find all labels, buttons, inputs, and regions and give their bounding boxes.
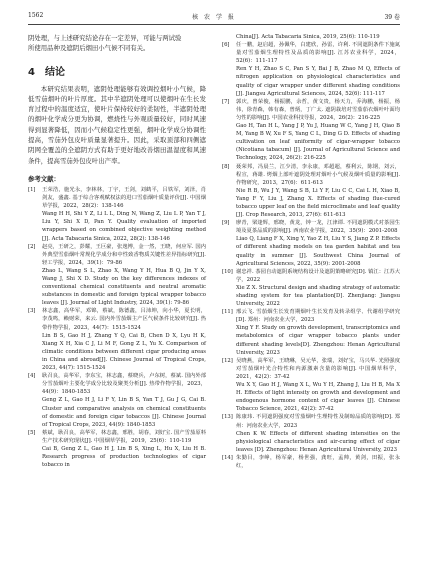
section-number: 4 (28, 66, 35, 78)
reference-entry: Gao H, Tan H L, Yang J P, Yu J, Huang W C, Yang J H, Qiao B M, Yang B W, Xu F S, Yang C L, Ding G D. Effects of shading cultivation on leaf uniformity of cigar-wrapper tobacco (Nicotiana tabacum) [J]. Journal of Agricultural Science and Technology, 2024, 26(2): 216-225 (236, 123, 400, 162)
conclusion-paragraph: 本研究结果表明，遮阴处理能够有效调控烟叶小气候，降低雪茄烟叶的叶片厚度。其中半遮阴处理可以使烟叶在生长发育过程中的温度适宜，使叶片保持较好的柔韧性，半遮阴处理的烟叶化学成分更为协调，燃烧性与外观质量较好，同时风速得到显著降低，因而小气候稳定性更强，烟叶化学成分协调性提高，雪茄外包皮叶质量显著提升。因此，采取顶部和四侧遮阴网全覆盖的全遮阴方式有助于更好地改善烟田温湿度和风速条件，提高雪茄外包皮叶出产率。 (28, 84, 206, 165)
reference-entry: Ren Y H, Zhao S C, Pan S Y, Bai J B, Zhao M Q, Effects of nitrogen application on physiological characteristics and quality of cigar wrapper under different shading conditions [J]. Jiangsu Agricultural Sciences, 2024, 52(6): 111-117 (236, 66, 400, 97)
reference-entry: [13] 陈康玮. 不同遮阴强度对雪茄烟叶生理特性及制晾品质的影响[D]. 郑州：河南农业大学，2023 (222, 414, 400, 429)
reference-entry: Lin B S, Gao H J, Zhang Y Q, Cai B, Chen D X, Lyu H K, Xiang X H, Xia C J, Li M F, Gong Z L, Yu X. Comparison of climatic conditions between different cigar producing areas in China and abroad[J]. Chinese Journal of Tropical Crops, 2023, 44(7): 1515-1524 (42, 332, 206, 372)
reference-entry: [8] 聂荣邦，冯晨兰，江少清，李永康，邓超超，蔡利云，陈钢，刘云，程宣，蒋雄. 烤烟上部叶遮阴处理对烟叶小气候及烟叶质量的影响[J]. 作物研究，2013，27(6)：611-613 (222, 163, 400, 186)
section-title: 结论 (44, 66, 65, 78)
reference-entry: [12] 吴晓燕，高华军，王晓琳，吴元华，张瑞，刘好宝，马兴华. 光照强度对雪茄烟叶光合特性和内源激素含量的影响[J]. 中国烟草科学，2021，42(2)：37-42 (222, 357, 400, 380)
reference-entry: Xie Z X. Structural design and shading strategy of automatic shading system for tea plantation[D]. Zhenjiang: Jiangsu University, 2022 (236, 284, 400, 308)
right-column (222, 33, 400, 470)
section-heading (28, 63, 206, 78)
reference-entry: [5] 蔡斌，耿召良，高华军，林志鑫，邢胜，胡春，刘好宝. 国产雪茄原料生产技术研究现状[J]. 中国烟草学报，2019，25(6)：110-119 (28, 429, 206, 444)
left-column (28, 33, 206, 469)
reference-entry: Wang H H, Shi Y Z, Li L L, Ding N, Wang Z, Liu L P, Yan T J, Liu Y, Shi X D, Pan Y. Quality evaluation of imported wrappers based on combined objective weighting method [J]. Acta Tabacaria Sinica, 2022, 28(2): 138-146 (42, 211, 206, 242)
reference-entry: Xing Y F. Study on growth development, transcriptomics and metabolomics of cigar wrapper tobacco plants under different shading levels[D]. Zhengzhou: Henan Agricultural University, 2023 (236, 325, 400, 356)
reference-entry: [11] 邢云飞. 雪茄烟生长发育期烟叶生长发育及转录组学、代谢组学研究[D]. 郑州：河南农业大学，2023 (222, 309, 400, 324)
references-title: 参考文献： (28, 174, 60, 183)
reference-entry: [9] 廖青，梁逢辉，邢晓，黄龙，钟一龙，江津谭. 不同遮阴模式对茶园生境及夏茶品质的影响[J]. 西南农业学报，2022，35(9)：2001-2008 (222, 220, 400, 235)
page-number: 1562 (28, 12, 44, 19)
reference-entry: [4] 耿召良，高华军，李东宝，林志鑫，蔡晓兵，卢东树，蔡斌. 国内外部分雪茄烟叶主要化学成分比较及聚类分析[J]. 热带作物学报，2023，44(9)：1840-1853 (28, 373, 206, 396)
reference-list-left (28, 186, 206, 469)
reference-entry: [2] 赵亮，王研之，彭耀，王巨豪，张逸博，金一然，王晓，何应军. 国内外典型雪茄烟叶常规化学成分和中性致香物质关键性差异指标研究[J]. 轻工学报，2024，39(1)：79-86 (28, 243, 206, 266)
reference-entry: [6] 任一鹏，赵启超，孙佩华，白建欣，孙雷，许利. 不同遮阴条件下施氮量对雪茄烟生理特性及品质的影响[J]. 江苏农业科学，2024，52(6)：111-117 (222, 42, 400, 65)
reference-entry: Chen K W. Effects of different shading intensities on the physiological characteristics and air-curing effect of cigar leaves [D]. Zhengzhou: Henan Agricultural University, 2023 (236, 430, 400, 453)
header-rule (28, 24, 400, 25)
reference-entry: [7] 郭庆，曾荣俊，杨振鹏，余哲，黄文贵，杨天力，乔海鹏，杨振，杨伟，徐青森，韩有森，曾炳，丁广太. 遮阴栽培对雪茄茄衣烟叶叶面均匀性的影响[J]. 中国农业科技导报，2024，26(2)：216-225 (222, 98, 400, 121)
reference-entry: [14] 朱勤目，李峥，杨军豪，杨世强，龚旺，孟帅，黄剑，田振，张永红， (222, 454, 400, 469)
reference-entry: [3] 林志鑫，高华军，邓锦，蔡斌，陈德鑫，吕沛坤，向小华，夏长明，李茂鸣，赖财荣，来云. 国内外雪茄烟主产区气候条件比较研究[J]. 热带作物学报，2023，44(7)：1515-1524 (28, 308, 206, 331)
volume-label: 39 卷 (384, 14, 400, 21)
reference-entry: Wu X Y, Gao H J, Wang X L, Wu Y H, Zhang J, Liu H B, Ma X H. Effects of light intensity on growth and development and endogenous hormone content of cigar leaves [J]. Chinese Tobacco Science, 2021, 42(2): 37-42 (236, 382, 400, 413)
reference-entry: Zhao L, Wang S L, Zhao X, Wang Y H, Hua B Q, Jin Y X, Wang J, Shi X D. Study on the key differences indexes of conventional chemical constituents and neutral aromatic substances in domestic and foreign typical wrapper tobacco leaves [J]. Journal of Light Industry, 2024, 39(1): 79-86 (42, 267, 206, 307)
reference-entry: Geng Z L, Gao H J, Li F Y, Lin B S, Yan T J, Gu J G, Cai B. Cluster and comparative analysis on chemical constituents of domestic and foreign cigar tobaccos [J]. Chinese Journal of Tropical Crops, 2023, 44(9): 1840-1853 (42, 397, 206, 428)
reference-entry: [1] 王荣浩，施光永，李林林，丁宇，王剑，刘鹤平，吕铁军，刘泽，肖剑友，盛鑫. 基于综合客观赋权法的进口雪茄烟叶质量评价[J]. 中国烟草学报，2022，28(2)：138-146 (28, 186, 206, 210)
journal-name: 核 农 学 报 (192, 14, 236, 21)
reference-entry: Nie R B, Wu J Y, Wang S B, Li Y F, Liu C C, Cai L H, Xiao B, Yang F Y, Liu J, Zhang X. Effects of shading flue-cured tobacco upper leaf on the field microclimate and leaf quality [J]. Crop Research, 2013, 27(6): 611-613 (236, 187, 400, 219)
discussion-tail-line-1: 阴处理，与上述研究结论存在一定差异，可能与两试验 (28, 34, 182, 42)
reference-continuation: China[J]. Acta Tabacaria Sinica, 2019, 25(6): 110-119 (236, 34, 380, 40)
reference-entry: [10] 谢忠祥. 茶园自动遮阴系统结构设计及遮阴策略研究[D]. 镇江：江苏大学，2022 (222, 268, 400, 283)
reference-entry: Liao Q, Liang F X, Xing Y, Yao Z H, Liu Y S, Jiang Z P. Effects of different shading models on tea garden habitat and tea quality in summer [J]. Southwest China Journal of Agricultural Sciences, 2022, 35(9): 2001-2008 (236, 236, 400, 267)
reference-entry: Cai B, Geng Z L, Gao H J, Lin B S, Xing L, Hu X, Liu H B. Research progress of production technologies of cigar tobacco in (42, 445, 206, 469)
discussion-tail-line-2: 所使用品种及遮阴后烟田小气候不同有关。 (28, 44, 150, 53)
running-header (28, 12, 400, 24)
reference-list-right (222, 41, 400, 470)
